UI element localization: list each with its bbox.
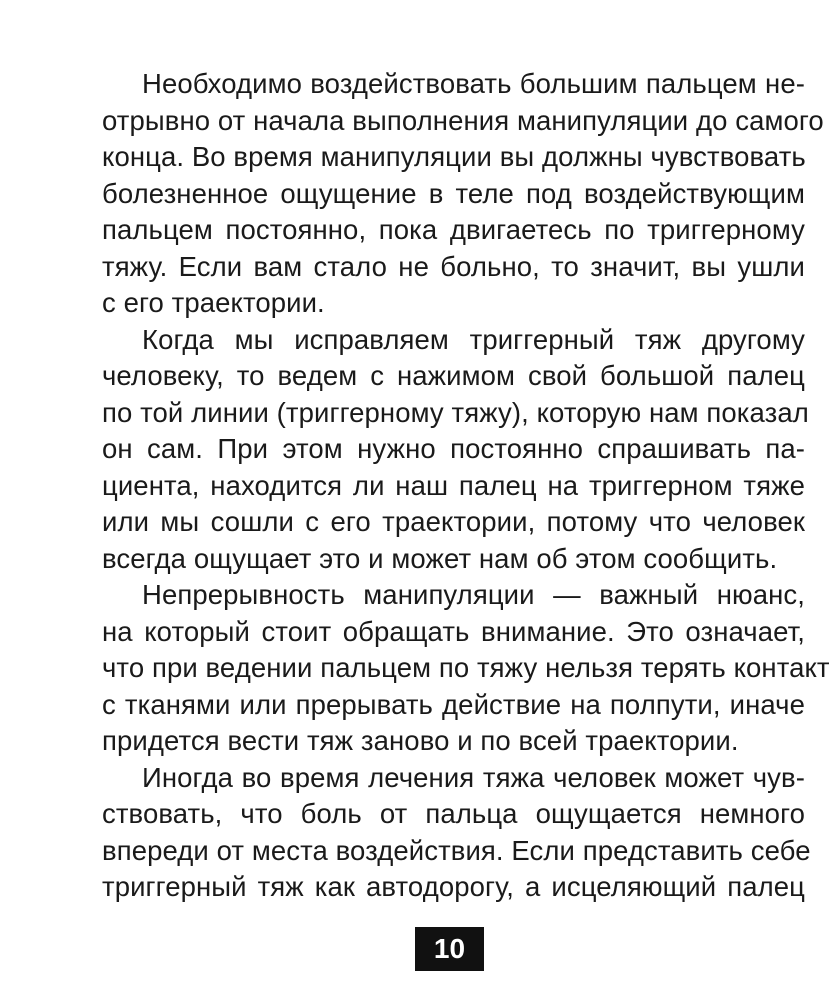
text-line: болезненное ощущение в теле под воздействующим: [102, 177, 805, 209]
text-line: или мы сошли с его траектории, потому что человек: [102, 506, 805, 537]
paragraph-3: [102, 577, 830, 760]
page-number-badge: 10: [415, 927, 484, 971]
paragraph-2: [102, 322, 809, 578]
text-line: циента, находится ли наш палец на триггерном тяже: [102, 469, 805, 501]
text-line: на который стоит обращать внимание. Это означает,: [102, 615, 805, 647]
text-line: с его траектории.: [102, 287, 325, 318]
text-line: с тканями или прерывать действие на полпути, иначе: [102, 688, 805, 720]
text-line: отрывно от начала выполнения манипуляции до самого: [102, 104, 824, 136]
paragraph-4: [102, 760, 811, 906]
text-line: конца. Во время манипуляции вы должны чувствовать: [102, 141, 806, 172]
text-line: тяжу. Если вам стало не больно, то значит, вы ушли: [102, 250, 805, 282]
text-line: он сам. При этом нужно постоянно спрашивать па-: [102, 433, 805, 464]
page-body: [102, 66, 830, 906]
paragraph-1: [102, 66, 824, 322]
text-line: пальцем постоянно, пока двигаетесь по триггерному: [102, 214, 805, 245]
text-line: Необходимо воздействовать большим пальцем не-: [142, 68, 805, 99]
text-line: по той линии (триггерному тяжу), которую нам показал: [102, 396, 809, 428]
text-line: придется вести тяж заново и по всей траектории.: [102, 725, 739, 756]
text-line: Иногда во время лечения тяжа человек может чув-: [142, 761, 805, 793]
text-line: ствовать, что боль от пальца ощущается немного: [102, 798, 805, 829]
text-line: Непрерывность манипуляции — важный нюанс,: [142, 579, 805, 610]
text-line: триггерный тяж как автодорогу, а исцеляющий палец: [102, 871, 805, 902]
text-line: человеку, то ведем с нажимом свой большой палец: [102, 360, 805, 391]
text-line: что при ведении пальцем по тяжу нельзя терять контакт: [102, 652, 830, 683]
text-line: всегда ощущает это и может нам об этом сообщить.: [102, 542, 778, 574]
text-line: впереди от места воздействия. Если представить себе: [102, 834, 811, 866]
text-line: Когда мы исправляем триггерный тяж другому: [142, 323, 805, 355]
